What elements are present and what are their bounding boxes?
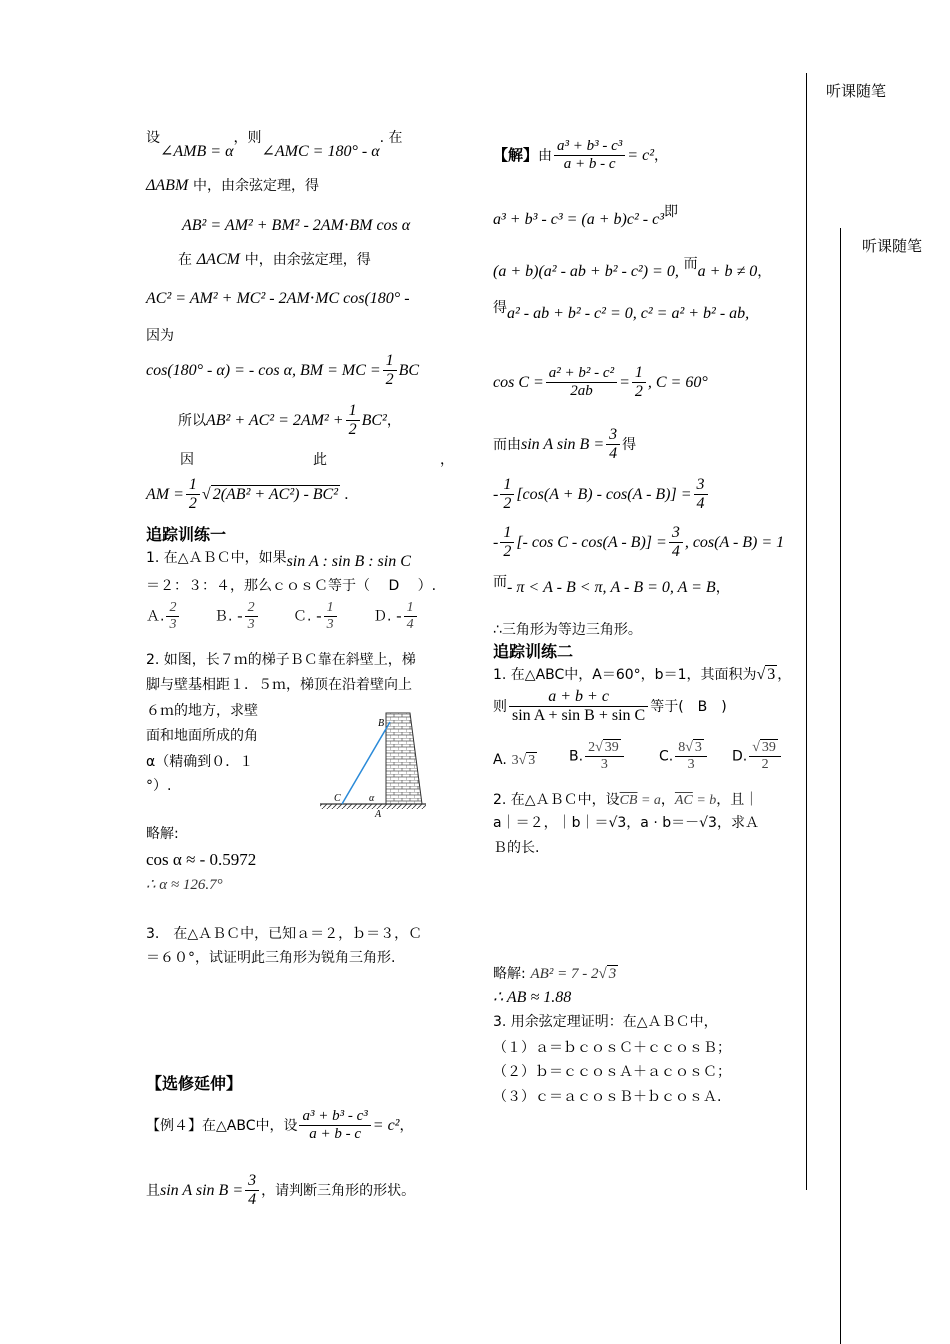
- fig-label-b: B: [378, 718, 385, 729]
- t1-option-a[interactable]: Ａ. $\frac{2}{3}$: [146, 600, 181, 633]
- t2-option-c[interactable]: C. $\frac{8√ 3}{3}$: [659, 740, 709, 773]
- left-line-8: 所以AB² + AC² = 2AM² + $\frac{1}{2}$ BC²，: [178, 402, 401, 439]
- t1-q1-line1: 1. 在△ＡＢＣ中，如果sin A : sin B : sin C: [146, 550, 411, 570]
- right-solution-line3: (a + b)(a² - ab + b² - c²) = 0, 而a + b ≠ 0，: [493, 256, 772, 280]
- left-line-3: AB² = AM² + BM² - 2AM⋅BM cos α: [182, 217, 411, 234]
- t2-q1-line2: 则 $\frac{a + b + c}{\text{sin A + sin B + sin C}}$ 等于( B ): [493, 688, 727, 725]
- t1-q2-line5: α（精确到０．１: [146, 754, 254, 770]
- ladder-line: [342, 722, 390, 804]
- t1-option-c[interactable]: Ｃ. - $\frac{1}{3}$: [293, 600, 339, 633]
- t1-solution-label: 略解:: [146, 826, 179, 842]
- right-solution-line2: a³ + b³ - c³ = (a + b)c² - c³即: [493, 204, 678, 228]
- t1-solution-1: cos α ≈ - 0.5972: [146, 850, 257, 869]
- t2-option-a[interactable]: A. 3√ 3: [493, 752, 536, 768]
- t1-option-b[interactable]: Ｂ. - $\frac{2}{3}$: [214, 600, 260, 633]
- t1-q2-line4: 面和地面所成的角: [146, 728, 258, 744]
- t2-q2-line3: Ｂ的长.: [493, 840, 540, 856]
- t1-q3-line2: ＝６０°，试证明此三角形为锐角三角形.: [146, 950, 396, 966]
- t2-q2-line2: a｜＝２，｜b｜＝√3，a · b＝－√3，求Ａ: [493, 815, 759, 831]
- example-4-line1: 【例４】在△ABC中，设 $\frac{\text{a³ + b³ - c³}}{a + b - c}$ = c²，: [146, 1108, 414, 1143]
- t1-option-d[interactable]: Ｄ. - $\frac{1}{4}$: [373, 600, 419, 633]
- t2-solution-2: ∴ AB ≈ 1.88: [493, 989, 572, 1006]
- left-line-9b: 此: [313, 452, 327, 468]
- right-solution-line1: 【解】由 $\frac{\text{a³ + b³ - c³}}{a + b - c}$ = c²，: [493, 138, 668, 173]
- t2-q1-line1: 1. 在△ABC中，A＝60°，b＝1，其面积为√ 3 ，: [493, 666, 792, 683]
- t2-q3-line2: （１）ａ＝ｂｃｏｓＣ＋ｃｃｏｓＢ；: [493, 1040, 731, 1056]
- right-solution-line9: 而- π < A - B < π, A - B = 0, A = B，: [493, 574, 730, 596]
- example-4-line2: 且sin A sin B = $\frac{3}{4}$ ，请判断三角形的形状。: [146, 1172, 416, 1209]
- left-line-2: ΔABM 中，由余弦定理，得: [146, 177, 320, 194]
- left-line-9a: 因: [180, 452, 194, 468]
- left-line-4: 在 ΔACM 中，由余弦定理，得: [178, 251, 371, 268]
- right-solution-conclusion: ∴三角形为等边三角形。: [493, 622, 642, 638]
- left-line-6: 因为: [146, 328, 174, 344]
- ladder-wall-figure: [318, 708, 430, 820]
- track2-heading: 追踪训练二: [493, 642, 574, 661]
- t2-q2-line1: 2. 在△ＡＢＣ中，设$\overline{CB} = a$，$\overline{AC} = b$，且｜: [493, 792, 759, 808]
- t1-q3-line1: 3. 在△ＡＢＣ中，已知ａ＝２，ｂ＝３，Ｃ: [146, 926, 423, 942]
- t2-solution-1: 略解: AB² = 7 - 2√ 3: [493, 966, 617, 982]
- margin-note-2: 听课随笔: [862, 237, 923, 255]
- left-line-7: cos(180° - α) = - cos α, BM = MC = $\frac{1}{2}$ BC: [146, 352, 420, 389]
- t2-q3-line4: （３）ｃ＝ａｃｏｓＢ＋ｂｃｏｓＡ.: [493, 1089, 722, 1105]
- right-solution-line6: 而由sin A sin B = $\frac{3}{4}$ 得: [493, 426, 637, 463]
- margin-divider-1: [806, 73, 807, 1190]
- fig-label-c: C: [334, 793, 341, 804]
- t2-q3-line1: 3. 用余弦定理证明：在△ＡＢＣ中，: [493, 1014, 718, 1030]
- t1-q1-line2: ＝２：３：４，那么ｃｏｓＣ等于（ D ）.: [146, 578, 437, 594]
- right-solution-line4: 得a² - ab + b² - c² = 0, c² = a² + b² - ab,: [493, 300, 750, 322]
- t1-q2-line6: °）.: [146, 778, 172, 794]
- elective-heading: 【选修延伸】: [146, 1074, 243, 1093]
- t1-q2-line2: 脚与壁基相距１．５ｍ，梯顶在沿着壁向上: [146, 677, 412, 693]
- fig-label-a: A: [375, 809, 382, 820]
- left-line-9c: ，: [440, 452, 454, 468]
- t1-q2-line3: ６ｍ的地方，求壁: [146, 703, 258, 719]
- left-line-5: AC² = AM² + MC² - 2AM⋅MC cos(180° -: [146, 290, 410, 307]
- right-solution-line8: - $\frac{1}{2}$ [- cos C - cos(A - B)] = $\frac{3}{4}$ , cos(A - B) = 1: [493, 524, 785, 561]
- t1-q2-line1: 2. 如图，长７ｍ的梯子ＢＣ靠在斜壁上，梯: [146, 652, 416, 668]
- margin-note-1: 听课随笔: [826, 82, 887, 100]
- brick-wall: [386, 713, 422, 804]
- right-solution-line5: cos C = $\frac{\text{a² + b² - c²}}{2ab}$ = $\frac{1}{2}$ , C = 60°: [493, 364, 708, 401]
- t2-q3-line3: （２）ｂ＝ｃｃｏｓＡ＋ａｃｏｓＣ；: [493, 1064, 731, 1080]
- t1-solution-2: ∴ α ≈ 126.7°: [146, 877, 223, 893]
- track1-heading: 追踪训练一: [146, 525, 227, 544]
- margin-divider-2: [840, 228, 841, 1344]
- right-solution-line7: - $\frac{1}{2}$ [cos(A + B) - cos(A - B)] = $\frac{3}{4}$: [493, 476, 710, 514]
- left-line-1: 设∠AMB = α，则∠AMC = 180° - α. 在: [146, 130, 403, 160]
- left-line-10: AM = $\frac{1}{2}$ √ 2(AB² + AC²) - BC² .: [146, 476, 349, 513]
- fig-label-alpha: α: [369, 793, 375, 804]
- ground-hatch: [320, 804, 426, 809]
- t2-option-d[interactable]: D. $\frac{√ 39}{2}$: [732, 740, 783, 773]
- t2-option-b[interactable]: B. $\frac{2√ 39}{3}$: [569, 740, 626, 773]
